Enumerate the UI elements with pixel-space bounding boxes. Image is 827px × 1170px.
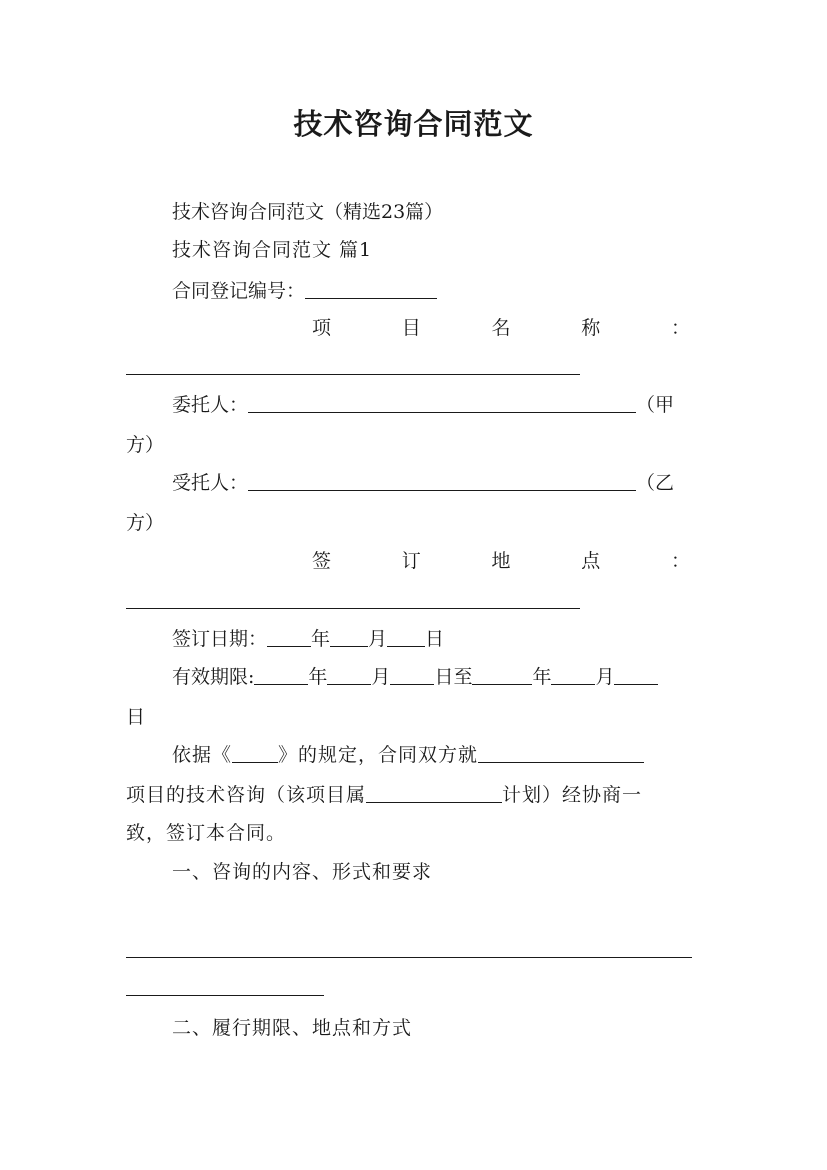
- registration-number-label: 合同登记编号：: [172, 280, 306, 302]
- validity-end-day-blank[interactable]: [614, 664, 658, 685]
- validity-start-month-blank[interactable]: [327, 664, 371, 685]
- document-title: 技术咨询合同范文: [293, 107, 534, 141]
- basis-plan-blank[interactable]: [366, 782, 502, 803]
- section-1-blank-line-2[interactable]: [126, 995, 324, 996]
- validity-wrap: 日: [126, 706, 146, 728]
- consultant-row: [172, 470, 674, 496]
- part-heading: 技术咨询合同范文 篇1: [172, 239, 373, 261]
- consultant-label: 受托人：: [172, 472, 249, 494]
- signing-place-blank[interactable]: [126, 608, 580, 609]
- signing-month-blank[interactable]: [330, 626, 368, 647]
- validity-start-year-blank[interactable]: [254, 664, 308, 685]
- registration-number-blank[interactable]: [305, 278, 437, 299]
- basis-line-2: 项目的技术咨询（该项目属 计划）经协商一: [126, 784, 643, 806]
- basis-line-1: 依据《 》的规定，合同双方就: [172, 742, 644, 768]
- client-tail: （甲: [636, 394, 675, 416]
- signing-date-row: 签订日期： 年 月 日: [172, 628, 445, 650]
- validity-start-day-blank[interactable]: [390, 664, 434, 685]
- document-subtitle: 技术咨询合同范文（精选23篇）: [172, 201, 444, 223]
- client-label: 委托人：: [172, 394, 249, 416]
- signing-day-blank[interactable]: [387, 626, 425, 647]
- signing-place-label: 签 订 地 点 ：: [312, 550, 690, 572]
- section-2-heading: 二、履行期限、地点和方式: [172, 1017, 413, 1039]
- client-blank[interactable]: [248, 392, 636, 413]
- consultant-blank[interactable]: [248, 470, 636, 491]
- signing-date-label: 签订日期：: [172, 628, 268, 650]
- registration-number-row: [172, 278, 437, 304]
- basis-law-blank[interactable]: [232, 742, 278, 763]
- validity-row: 有效期限: 年 月 日至 年 月: [172, 664, 658, 690]
- client-row: [172, 392, 674, 418]
- validity-end-year-blank[interactable]: [472, 664, 532, 685]
- basis-project-blank[interactable]: [478, 742, 644, 763]
- client-wrap: 方）: [126, 434, 165, 456]
- consultant-tail: （乙: [636, 472, 675, 494]
- section-1-heading: 一、咨询的内容、形式和要求: [172, 861, 433, 883]
- project-name-label: 项 目 名 称 ：: [312, 317, 690, 339]
- consultant-wrap: 方）: [126, 512, 165, 534]
- signing-year-blank[interactable]: [267, 626, 311, 647]
- section-1-blank-line-1[interactable]: [126, 957, 692, 958]
- validity-end-month-blank[interactable]: [551, 664, 595, 685]
- basis-line-3: 致，签订本合同。: [126, 822, 287, 844]
- validity-label: 有效期限:: [172, 666, 255, 688]
- project-name-blank[interactable]: [126, 374, 580, 375]
